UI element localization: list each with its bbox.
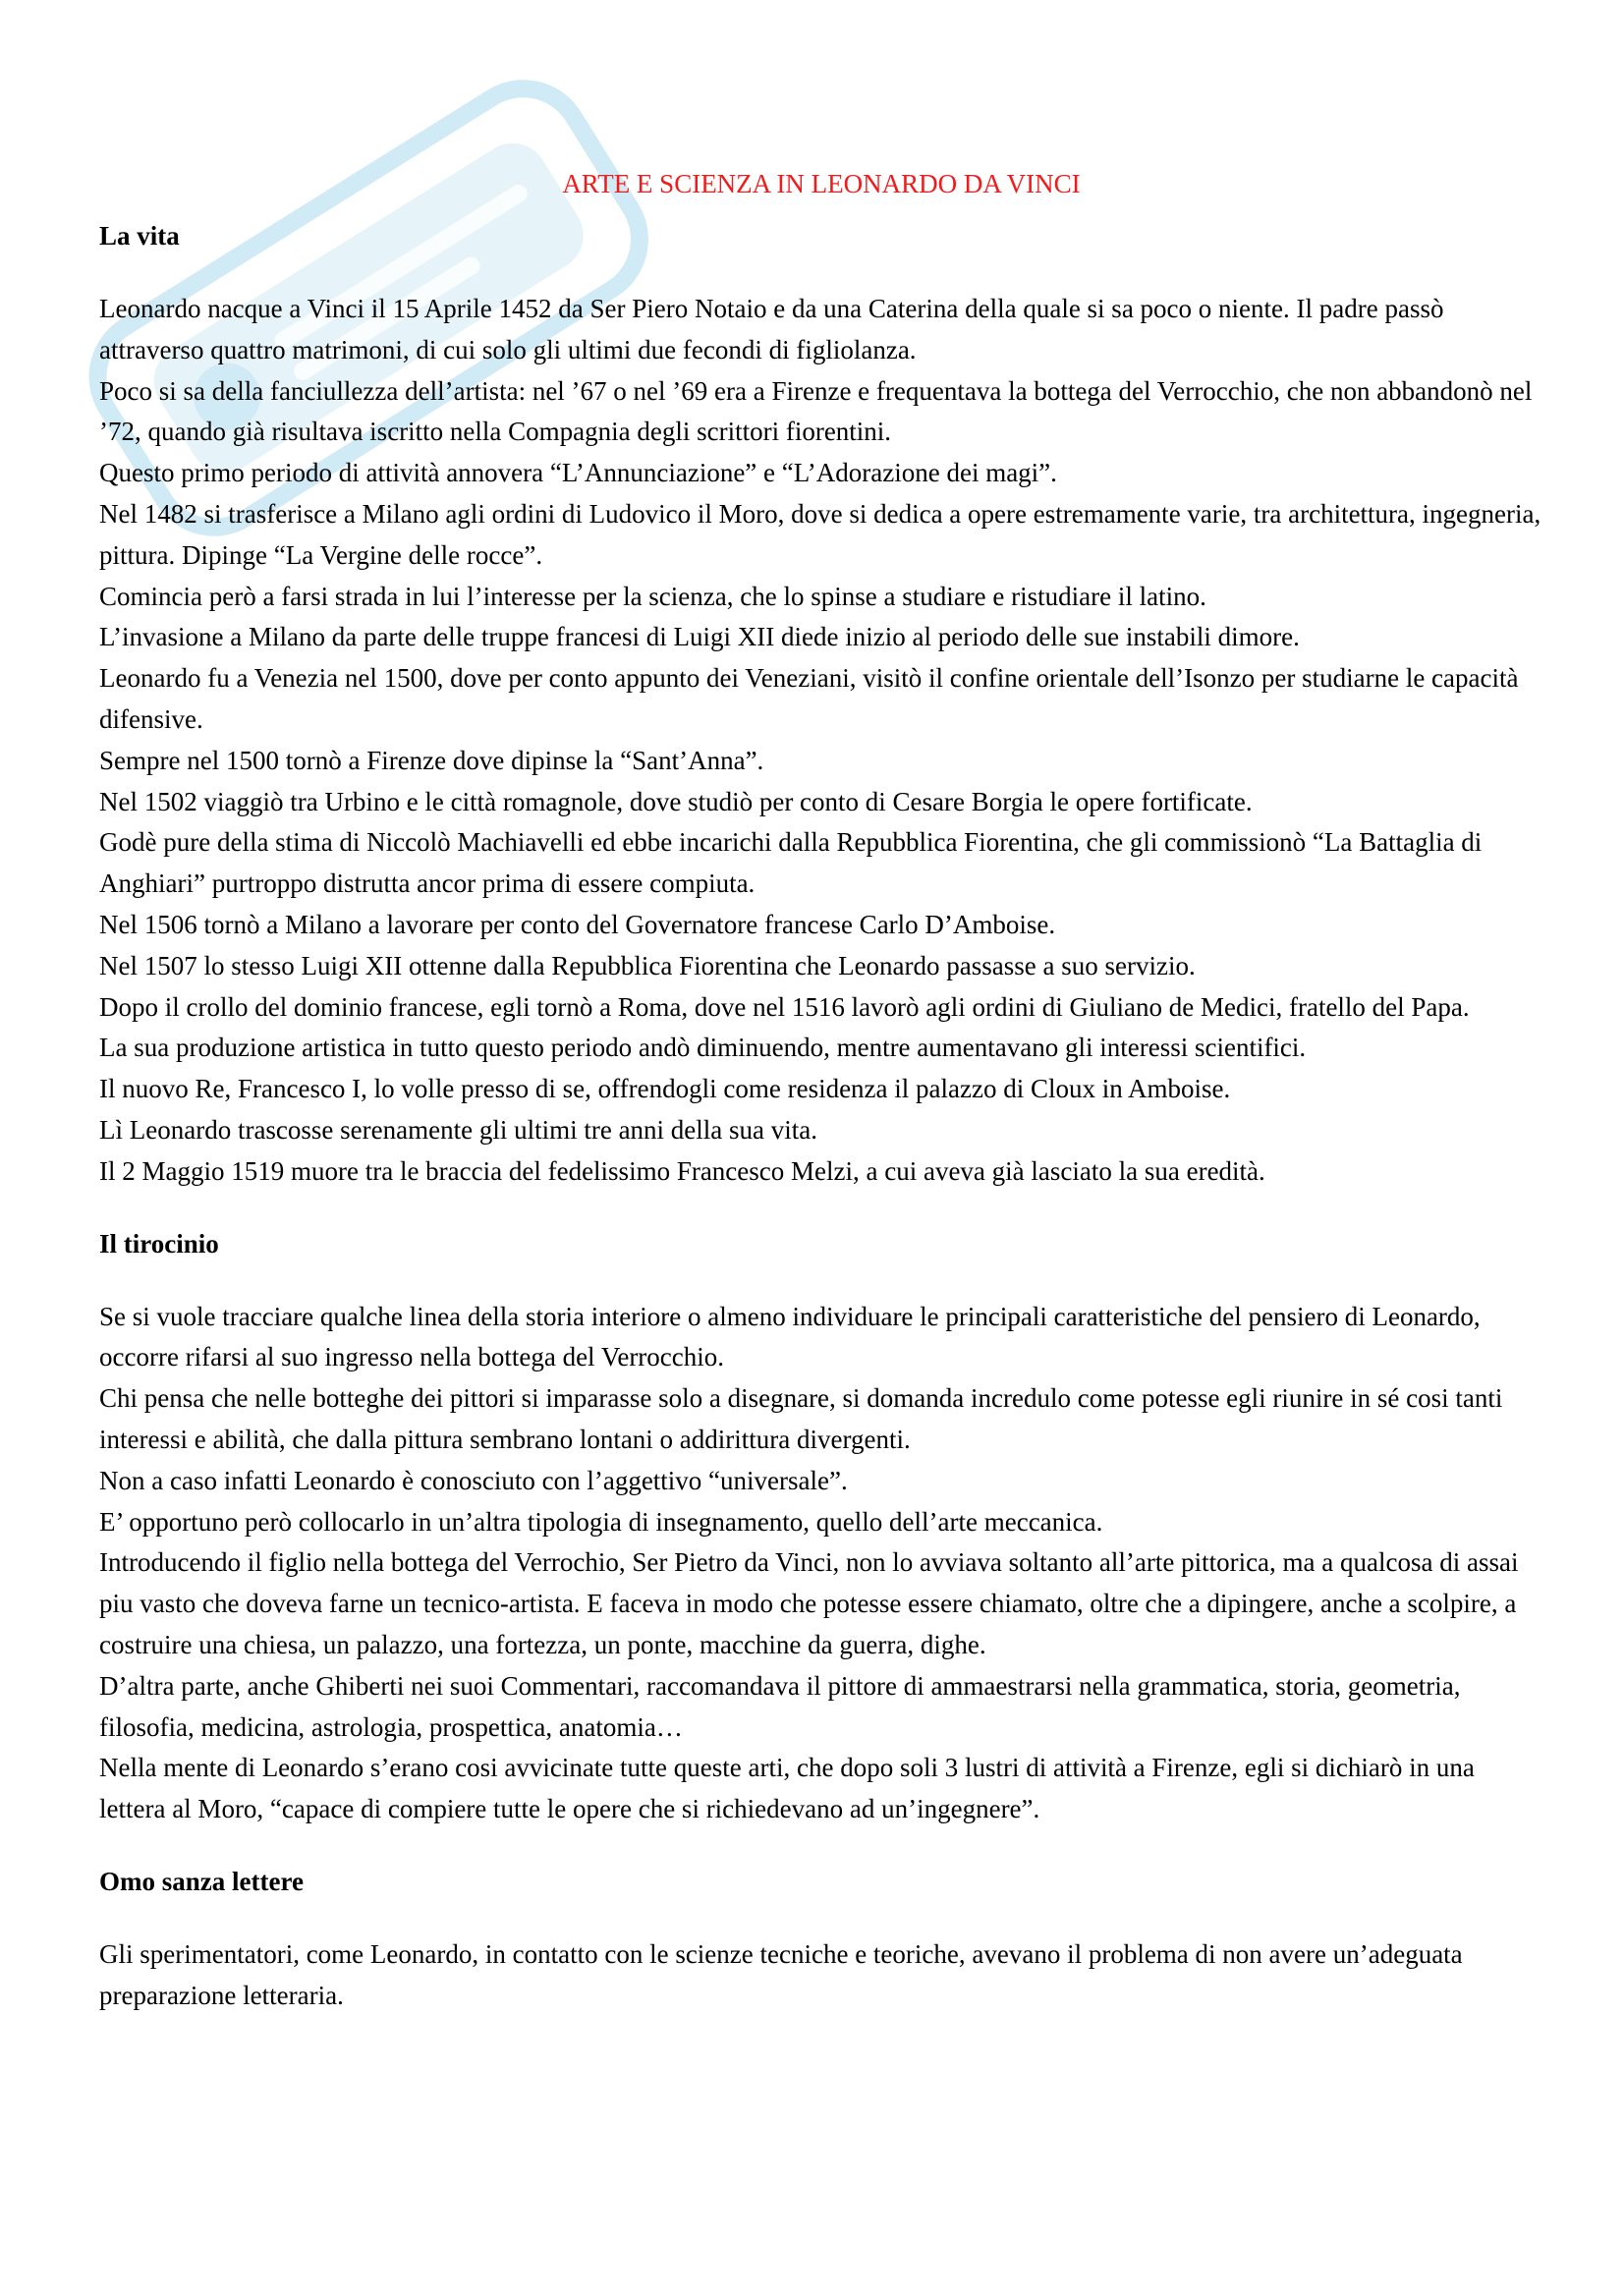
section-heading: La vita: [99, 221, 180, 251]
paragraph: Leonardo nacque a Vinci il 15 Aprile 1452 da Ser Piero Notaio e da una Caterina della quale si sa poco o niente. Il padre passò attraverso quattro matrimoni, di cui solo gli ultimi due fecondi di figliolanza.: [99, 294, 1444, 364]
paragraph: Leonardo fu a Venezia nel 1500, dove per conto appunto dei Veneziani, visitò il confine orientale dell’Isonzo per studiarne le capacità difensive.: [99, 663, 1519, 734]
paragraph: Comincia però a farsi strada in lui l’interesse per la scienza, che lo spinse a studiare e ristudiare il latino.: [99, 581, 1206, 611]
paragraph: Poco si sa della fanciullezza dell’artista: nel ’67 o nel ’69 era a Firenze e frequentava la bottega del Verrocchio, che non abbandonò nel ’72, quando già risultava iscritto nella Compagnia degli scrittori fiorentini.: [99, 375, 1533, 447]
section-heading: Il tirocinio: [99, 1228, 219, 1259]
section-omo-sanza-lettere: [99, 1862, 1543, 2017]
paragraph: Chi pensa che nelle botteghe dei pittori si imparasse solo a disegnare, si domanda incredulo come potesse egli riunire in sé cosi tanti interessi e abilità, che dalla pittura sembrano lontani o addirittura divergenti.: [99, 1383, 1503, 1454]
paragraph: Lì Leonardo trascosse serenamente gli ultimi tre anni della sua vita.: [99, 1114, 818, 1145]
paragraph: D’altra parte, anche Ghiberti nei suoi Commentari, raccomandava il pittore di ammaestrarsi nella grammatica, storia, geometria, filosofia, medicina, astrologia, prospettica, anatomia…: [99, 1670, 1461, 1742]
section-heading: Omo sanza lettere: [99, 1866, 304, 1896]
section-il-tirocinio: [99, 1224, 1543, 1830]
paragraph: Nel 1482 si trasferisce a Milano agli ordini di Ludovico il Moro, dove si dedica a opere estremamente varie, tra architettura, ingegneria, pittura. Dipinge “La Vergine delle rocce”.: [99, 498, 1541, 570]
paragraph: Nel 1506 tornò a Milano a lavorare per conto del Governatore francese Carlo D’Amboise.: [99, 909, 1056, 939]
paragraph: Non a caso infatti Leonardo è conosciuto con l’aggettivo “universale”.: [99, 1465, 848, 1495]
paragraph: Introducendo il figlio nella bottega del Verrochio, Ser Pietro da Vinci, non lo avviava soltanto all’arte pittorica, ma a qualcosa di assai piu vasto che doveva farne un tecnico-artista. E faceva in modo che potesse essere chiamato, oltre che a dipingere, anche a scolpire, a costruire una chiesa, un palazzo, una fortezza, un ponte, macchine da guerra, dighe.: [99, 1547, 1519, 1659]
paragraph: L’invasione a Milano da parte delle truppe francesi di Luigi XII diede inizio al periodo delle sue instabili dimore.: [99, 622, 1300, 652]
paragraph: E’ opportuno però collocarlo in un’altra tipologia di insegnamento, quello dell’arte meccanica.: [99, 1506, 1103, 1537]
section-la-vita: [99, 216, 1543, 1193]
paragraph: Il nuovo Re, Francesco I, lo volle presso di se, offrendogli come residenza il palazzo di Cloux in Amboise.: [99, 1074, 1231, 1104]
paragraph: Nella mente di Leonardo s’erano cosi avvicinate tutte queste arti, che dopo soli 3 lustri di attività a Firenze, egli si dichiarò in una lettera al Moro, “capace di compiere tutte le opere che si richiedevano ad un’ingegnere”.: [99, 1753, 1475, 1824]
paragraph: Nel 1502 viaggiò tra Urbino e le città romagnole, dove studiò per conto di Cesare Borgia le opere fortificate.: [99, 786, 1253, 816]
paragraph: Se si vuole tracciare qualche linea della storia interiore o almeno individuare le principali caratteristiche del pensiero di Leonardo, occorre rifarsi al suo ingresso nella bottega del Verrocchio.: [99, 1301, 1481, 1372]
document-title: ARTE E SCIENZA IN LEONARDO DA VINCI: [562, 169, 1081, 198]
paragraph: Sempre nel 1500 tornò a Firenze dove dipinse la “Sant’Anna”.: [99, 745, 764, 775]
paragraph: Questo primo periodo di attività annovera “L’Annunciazione” e “L’Adorazione dei magi”.: [99, 458, 1057, 488]
paragraph: Gli sperimentatori, come Leonardo, in contatto con le scienze tecniche e teoriche, avevano il problema di non avere un’adeguata preparazione letteraria.: [99, 1938, 1463, 2010]
document-page: [99, 165, 1543, 2016]
paragraph: Dopo il crollo del dominio francese, egli tornò a Roma, dove nel 1516 lavorò agli ordini di Giuliano de Medici, fratello del Papa.: [99, 991, 1470, 1022]
paragraph: Godè pure della stima di Niccolò Machiavelli ed ebbe incarichi dalla Repubblica Fiorentina, che gli commissionò “La Battaglia di Anghiari” purtroppo distrutta ancor prima di essere compiuta.: [99, 827, 1483, 899]
paragraph: Nel 1507 lo stesso Luigi XII ottenne dalla Repubblica Fiorentina che Leonardo passasse a suo servizio.: [99, 950, 1196, 980]
paragraph: La sua produzione artistica in tutto questo periodo andò diminuendo, mentre aumentavano gli interessi scientifici.: [99, 1033, 1307, 1063]
paragraph: Il 2 Maggio 1519 muore tra le braccia del fedelissimo Francesco Melzi, a cui aveva già lasciato la sua eredità.: [99, 1155, 1265, 1186]
